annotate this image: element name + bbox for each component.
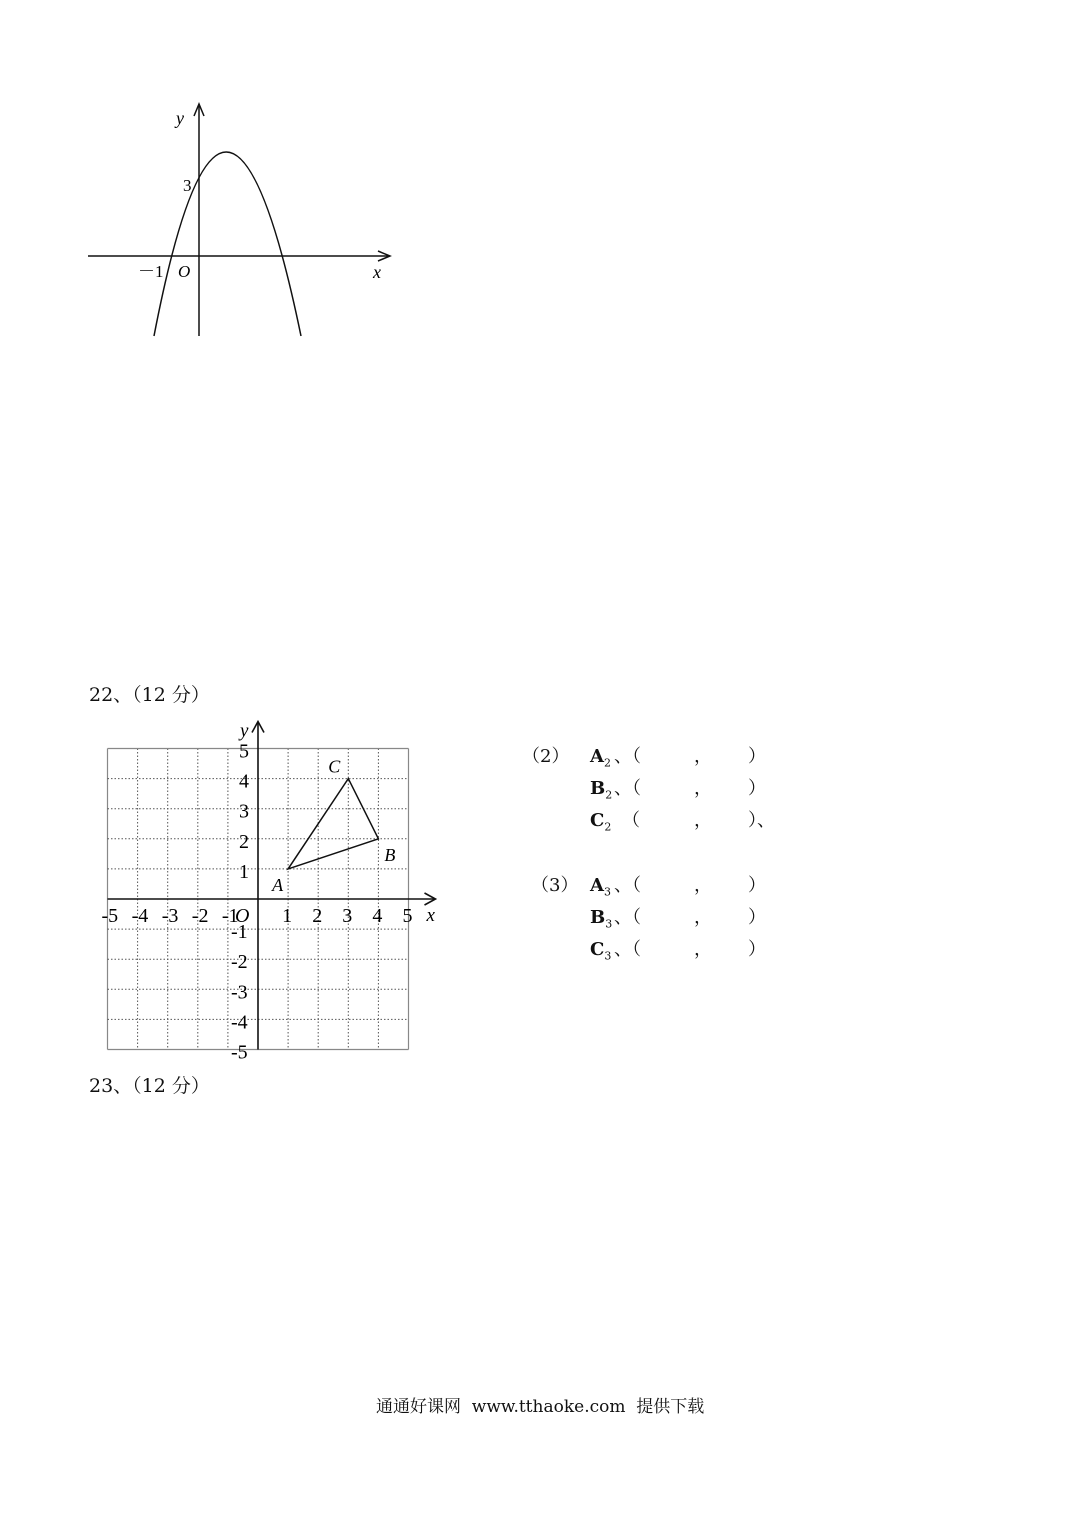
vertex-label-c: C [328, 756, 341, 777]
vertex-label-a: A [272, 874, 284, 895]
comma-separator: ， [694, 746, 712, 767]
y-tick-label: 1 [239, 860, 249, 883]
point-name [590, 873, 611, 906]
point-letter: A [590, 875, 604, 896]
answer-row [590, 776, 612, 802]
y-tick-label: -5 [231, 1041, 248, 1064]
close-paren: ） [748, 746, 766, 767]
answer-row [590, 937, 611, 963]
x-tick-label: -1 [221, 905, 239, 927]
x-tick-label: 2 [312, 905, 323, 927]
y-tick-label: -2 [231, 951, 248, 974]
y-tick-label: 2 [239, 830, 249, 853]
point-letter: C [590, 810, 605, 831]
point-subscript: 2 [605, 788, 613, 802]
y-tick-label: 3 [239, 800, 249, 823]
open-paren: 、（ [614, 746, 641, 767]
answer-row [590, 744, 611, 770]
coordinate-grid [95, 712, 445, 1067]
close-paren: ） [748, 875, 766, 896]
vertex-label-b: B [384, 844, 396, 865]
point-letter: A [590, 746, 604, 767]
point-name [590, 744, 611, 777]
point-letter: C [590, 939, 605, 960]
comma-separator: ， [694, 875, 712, 896]
point-name [590, 776, 612, 809]
y-axis-label: y [176, 108, 184, 128]
x-tick-label: -3 [161, 905, 179, 927]
y-tick-label: -1 [231, 921, 248, 944]
parabola-figure [80, 95, 410, 345]
triangle-abc [288, 779, 378, 869]
comma-separator: ， [694, 939, 712, 960]
open-paren: 、（ [614, 778, 641, 799]
open-paren: （ [622, 810, 640, 831]
comma-separator: ， [694, 778, 712, 799]
part-2-number: （2） [522, 746, 570, 767]
x-intercept-label: －1 [138, 262, 164, 281]
close-paren: ） [748, 778, 766, 799]
point-letter: B [590, 778, 606, 799]
point-letter: B [590, 907, 606, 928]
answer-row [590, 873, 611, 899]
page-footer: 通通好课网 www.tthaoke.com 提供下载 [376, 1397, 705, 1417]
point-subscript: 3 [604, 949, 612, 963]
y-tick-label: 4 [239, 770, 249, 793]
answer-row [590, 808, 611, 834]
x-tick-label: -2 [191, 905, 209, 927]
open-paren: 、（ [614, 875, 641, 896]
x-axis-label: x [426, 905, 435, 926]
y-tick-label: -4 [231, 1011, 248, 1034]
question-22-heading: 22、（12 分） [89, 684, 210, 706]
open-paren: 、（ [614, 939, 641, 960]
open-paren: 、（ [614, 907, 641, 928]
point-subscript: 2 [603, 756, 611, 770]
origin-label: O [235, 905, 250, 927]
origin-label: O [178, 262, 191, 281]
y-tick-label: 5 [239, 740, 249, 763]
point-name [590, 937, 611, 970]
comma-separator: ， [694, 810, 712, 831]
y-tick-label: -3 [231, 981, 248, 1004]
part-3-number: （3） [531, 875, 579, 896]
answer-row [590, 905, 612, 931]
question-23-heading: 23、（12 分） [89, 1075, 210, 1097]
comma-separator: ， [694, 907, 712, 928]
close-paren: ） [748, 907, 766, 928]
x-axis-label: x [373, 262, 381, 282]
y-intercept-label: 3 [183, 176, 192, 195]
point-subscript: 3 [603, 885, 611, 899]
point-subscript: 3 [605, 917, 613, 931]
close-paren: ） [748, 939, 766, 960]
x-tick-label: 4 [372, 905, 383, 927]
x-tick-label: 1 [282, 905, 293, 927]
x-tick-label: 3 [342, 905, 353, 927]
point-name [590, 808, 611, 841]
x-tick-label: -4 [131, 905, 149, 927]
x-tick-label: 5 [402, 905, 413, 927]
x-tick-label: -5 [101, 905, 119, 927]
point-name [590, 905, 612, 938]
parabola-curve [154, 152, 301, 336]
point-subscript: 2 [604, 820, 612, 834]
y-axis-label: y [240, 720, 249, 742]
close-paren: ）、 [748, 810, 775, 831]
